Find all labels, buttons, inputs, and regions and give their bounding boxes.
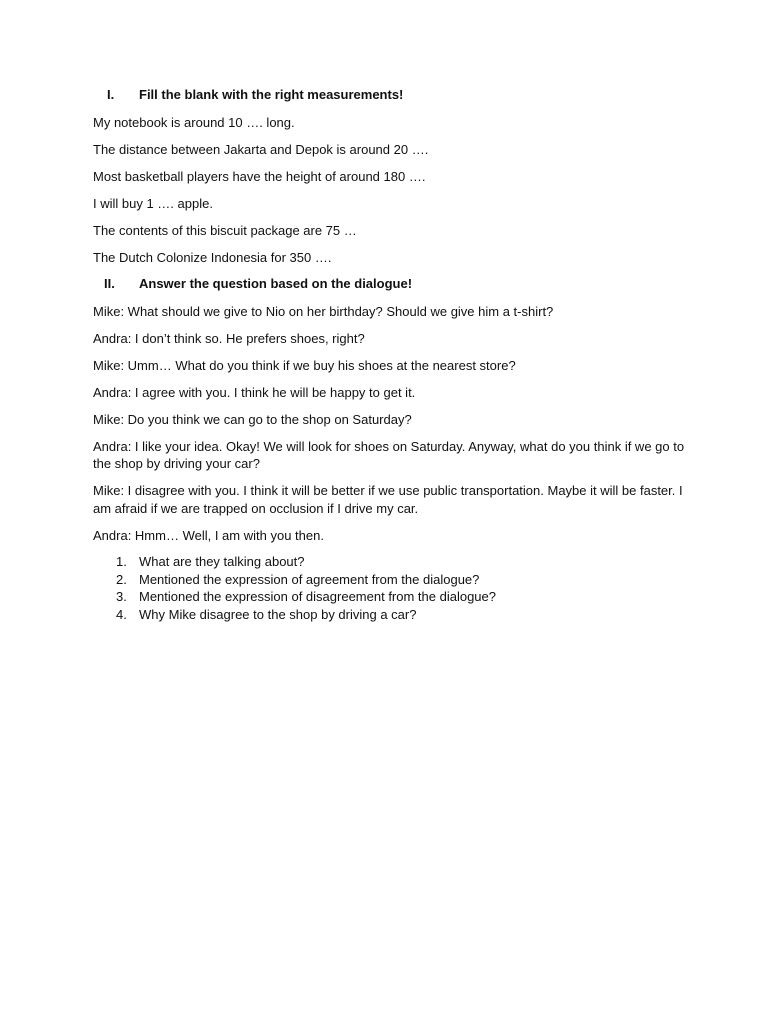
dialogue-line-7: Mike: I disagree with you. I think it will be better if we use public transportation. Maybe it will be faster. I am afraid if we are trapped on occlusion if I drive my car. [93, 483, 683, 516]
fill-item-2: The distance between Jakarta and Depok is around 20 …. [93, 141, 429, 157]
section-1-number: I. [107, 87, 115, 102]
question-number: 1. [116, 554, 127, 569]
question-item [93, 588, 693, 606]
dialogue-line-6: Andra: I like your idea. Okay! We will look for shoes on Saturday. Anyway, what do you think if we go to the shop by driving your car? [93, 438, 685, 471]
section-2-title: Answer the question based on the dialogue! [139, 276, 413, 291]
section-1-title: Fill the blank with the right measurements! [139, 87, 404, 102]
dialogue-line-1: Mike: What should we give to Nio on her birthday? Should we give him a t-shirt? [93, 303, 554, 319]
question-text: Why Mike disagree to the shop by driving a car? [139, 607, 417, 623]
question-list [93, 553, 693, 624]
question-number: 3. [116, 589, 127, 605]
question-item [93, 571, 693, 589]
dialogue-line-4: Andra: I agree with you. I think he will be happy to get it. [93, 384, 416, 400]
question-text: What are they talking about? [139, 554, 305, 569]
question-text: Mentioned the expression of agreement from the dialogue? [139, 571, 480, 587]
question-number: 2. [116, 571, 127, 587]
fill-item-1: My notebook is around 10 …. long. [93, 114, 295, 130]
fill-item-4: I will buy 1 …. apple. [93, 195, 213, 211]
section-2-number: II. [104, 276, 115, 291]
document-content [93, 86, 693, 624]
fill-item-6: The Dutch Colonize Indonesia for 350 …. [93, 249, 332, 265]
fill-item-3: Most basketball players have the height of around 180 …. [93, 168, 426, 184]
dialogue-line-3: Mike: Umm… What do you think if we buy his shoes at the nearest store? [93, 357, 516, 373]
dialogue-line-5: Mike: Do you think we can go to the shop on Saturday? [93, 411, 412, 427]
question-item [93, 553, 693, 571]
section-2-heading [93, 275, 693, 293]
fill-item-5: The contents of this biscuit package are 75 … [93, 222, 357, 238]
dialogue-line-2: Andra: I don’t think so. He prefers shoes, right? [93, 330, 365, 346]
question-number: 4. [116, 607, 127, 623]
question-text: Mentioned the expression of disagreement from the dialogue? [139, 589, 496, 605]
section-1-heading [93, 86, 693, 104]
question-item [93, 606, 693, 624]
dialogue-line-8: Andra: Hmm… Well, I am with you then. [93, 527, 324, 543]
